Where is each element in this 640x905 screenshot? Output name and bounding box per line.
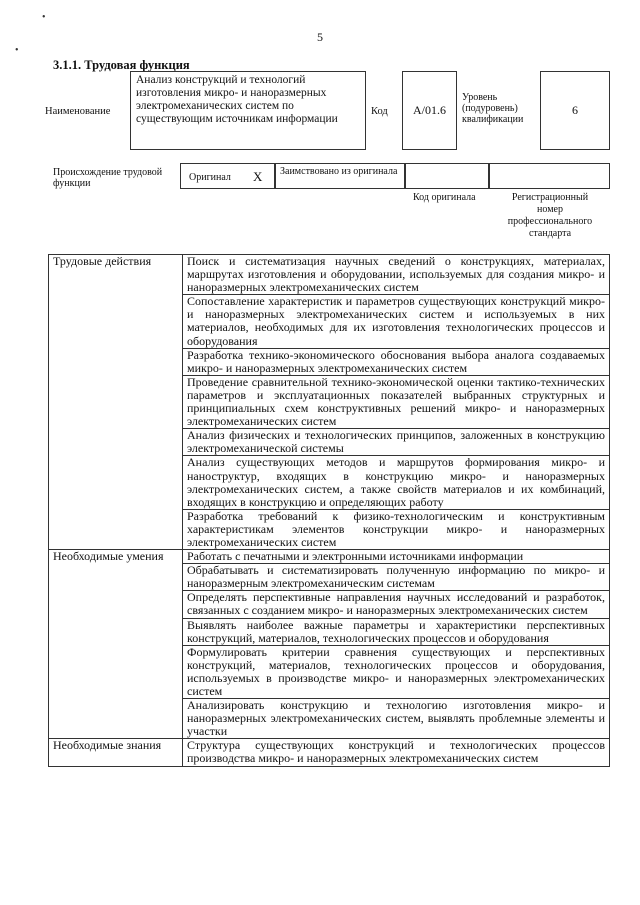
item-cell: Разработка требований к физико-технологическим и конструктивным характеристикам элементов конструкции микро- и наноразмерных электромеханических систем bbox=[183, 509, 610, 549]
function-code bbox=[402, 71, 457, 150]
category-cell: Необходимые умения bbox=[49, 550, 183, 739]
code-original-cell bbox=[405, 163, 489, 189]
item-cell: Работать с печатными и электронными источниками информации bbox=[183, 550, 610, 564]
function-name: Анализ конструкций и технологий изготовления микро- и наноразмерных электромеханических систем по существующим источникам информации bbox=[130, 71, 366, 150]
section-title: 3.1.1. Трудовая функция bbox=[53, 58, 190, 72]
table-row bbox=[49, 739, 610, 766]
page-number: 5 bbox=[317, 30, 323, 44]
item-cell: Анализ физических и технологических принципов, заложенных в конструкцию электромеханической системы bbox=[183, 429, 610, 456]
name-label: Наименование bbox=[45, 106, 111, 117]
item-cell: Анализировать конструкцию и технологию изготовления микро- и наноразмерных электромеханических систем, выявлять проблемные элементы и участки bbox=[183, 699, 610, 739]
qualification-level-value: 6 bbox=[572, 103, 578, 117]
item-cell: Выявлять наиболее важные параметры и характеристики перспективных конструкций, материалов, технологических процессов и оборудования bbox=[183, 618, 610, 645]
code-original-label: Код оригинала bbox=[413, 192, 476, 203]
item-cell: Разработка технико-экономического обоснования выбора аналога создаваемых микро- и наноразмерных электромеханических систем bbox=[183, 348, 610, 375]
item-cell: Поиск и систематизация научных сведений о конструкциях, материалах, маршрутах изготовления и оборудовании, используемых для создания микро- и наноразмерных электромеханических систем bbox=[183, 255, 610, 295]
margin-mark: • bbox=[15, 45, 19, 56]
level-label: Уровень (подуровень) квалификации bbox=[462, 92, 524, 125]
borrowed-label: Заимствовано из оригинала bbox=[280, 166, 398, 177]
item-cell: Определять перспективные направления научных исследований и разработок, связанных с созданием микро- и наноразмерных электромеханических систем bbox=[183, 591, 610, 618]
item-cell: Формулировать критерии сравнения существующих и перспективных конструкций, материалов, технологических процессов и оборудования, используемых в производстве микро- и наноразмерных электромеханических систем bbox=[183, 645, 610, 698]
item-cell: Обрабатывать и систематизировать полученную информацию по микро- и наноразмерным электромеханическим системам bbox=[183, 564, 610, 591]
qualification-level bbox=[540, 71, 610, 150]
item-cell: Проведение сравнительной технико-экономической оценки тактико-технических параметров и эксплуатационных показателей выбранных структурных и принципиальных схем конструктивных решений микро- и наноразмерных электромеханических систем bbox=[183, 375, 610, 428]
item-cell: Анализ существующих методов и маршрутов формирования микро- и наноструктур, входящих в конструкцию микро- и наноразмерных электромеханических систем, а также свойств материалов и их комбинаций, входящих в конструкцию и определяющих работу bbox=[183, 456, 610, 509]
item-cell: Сопоставление характеристик и параметров существующих конструкций микро- и наноразмерных электромеханических систем и используемых в них материалов, необходимых для их изготовления технологических процессов и оборудования bbox=[183, 295, 610, 348]
table-row bbox=[49, 550, 610, 564]
category-cell: Необходимые знания bbox=[49, 739, 183, 766]
borrowed-cell bbox=[275, 163, 405, 189]
function-table bbox=[48, 254, 610, 767]
code-label: Код bbox=[371, 106, 388, 117]
item-cell: Структура существующих конструкций и технологических процессов производства микро- и наноразмерных электромеханических систем bbox=[183, 739, 610, 766]
margin-mark: • bbox=[42, 12, 46, 23]
original-mark: X bbox=[253, 169, 263, 184]
reg-number-cell bbox=[489, 163, 610, 189]
table-row bbox=[49, 255, 610, 295]
category-cell: Трудовые действия bbox=[49, 255, 183, 550]
original-label: Оригинал bbox=[189, 172, 231, 183]
original-cell bbox=[180, 163, 275, 189]
reg-number-label: Регистрационный номер профессионального стандарта bbox=[507, 192, 593, 239]
function-code-value: А/01.6 bbox=[413, 103, 446, 117]
origin-label: Происхождение трудовой функции bbox=[53, 167, 163, 189]
origin-row bbox=[180, 163, 610, 189]
